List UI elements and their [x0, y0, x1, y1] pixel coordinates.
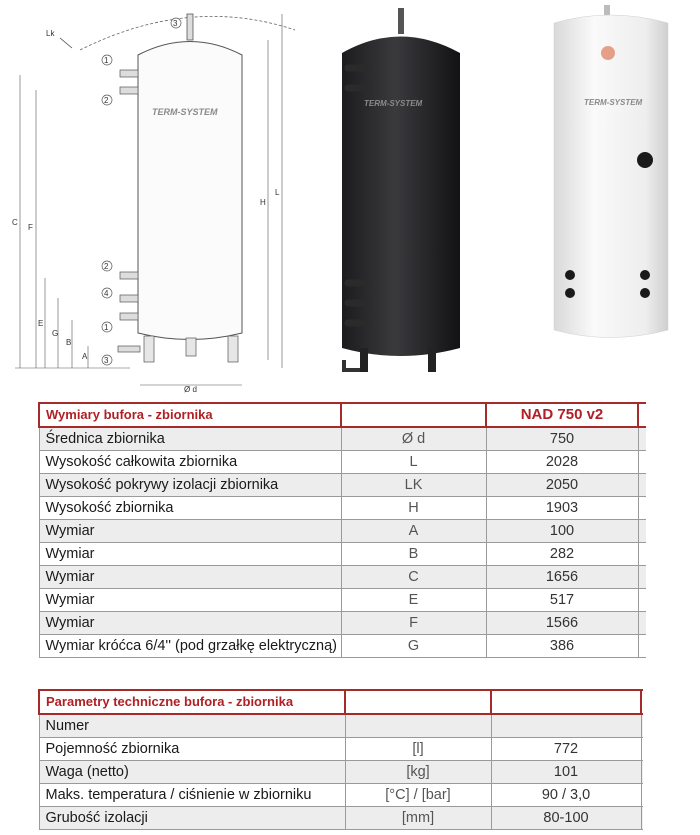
row-value: 1656: [486, 566, 638, 589]
row-label: Wymiar: [39, 543, 341, 566]
row-symbol: B: [341, 543, 486, 566]
param-label: Grubość izolacji: [39, 807, 345, 830]
label-1-a: 1: [104, 56, 109, 65]
param-unit: [°C] / [bar]: [345, 784, 491, 807]
row-value: 2050: [486, 474, 638, 497]
technical-drawing: [0, 0, 300, 395]
param-unit: [mm]: [345, 807, 491, 830]
table-row: [39, 714, 643, 738]
row-symbol: G: [341, 635, 486, 658]
parameters-header-model-blank: [491, 690, 641, 714]
param-unit: [345, 714, 491, 738]
param-label: Pojemność zbiornika: [39, 738, 345, 761]
row-symbol: LK: [341, 474, 486, 497]
table-row: [39, 761, 643, 784]
param-label: Numer: [39, 714, 345, 738]
row-label: Wysokość pokrywy izolacji zbiornika: [39, 474, 341, 497]
param-label: Maks. temperatura / ciśnienie w zbiorniku: [39, 784, 345, 807]
param-unit: [kg]: [345, 761, 491, 784]
table-row: [39, 520, 646, 543]
dim-l: L: [275, 188, 280, 197]
table-row: [39, 784, 643, 807]
param-unit: [l]: [345, 738, 491, 761]
dimensions-header-row: [39, 403, 646, 427]
label-2-a: 2: [104, 96, 109, 105]
white-tank-image: [548, 5, 673, 347]
white-tank-logo: TERM-SYSTEM: [584, 98, 643, 107]
label-3-top: 3: [173, 19, 178, 28]
model-name: NAD 750 v2: [486, 403, 638, 427]
parameters-table: [38, 689, 643, 830]
table-row: [39, 427, 646, 451]
parameters-title: Parametry techniczne bufora - zbiornika: [39, 690, 345, 714]
row-label: Wysokość całkowita zbiornika: [39, 451, 341, 474]
row-symbol: E: [341, 589, 486, 612]
row-label: Wymiar: [39, 612, 341, 635]
row-label: Wymiar: [39, 589, 341, 612]
dimensions-header-blank: [341, 403, 486, 427]
row-value: 282: [486, 543, 638, 566]
param-value: 80-100: [491, 807, 641, 830]
row-label: Wysokość zbiornika: [39, 497, 341, 520]
param-value: 772: [491, 738, 641, 761]
row-label: Wymiar: [39, 520, 341, 543]
dim-g: G: [52, 329, 59, 338]
row-symbol: C: [341, 566, 486, 589]
row-value: 100: [486, 520, 638, 543]
label-2-b: 2: [104, 262, 109, 271]
row-value: 1903: [486, 497, 638, 520]
table-row: [39, 738, 643, 761]
dim-d: Ø d: [184, 385, 197, 394]
dimensions-table: [38, 402, 646, 658]
row-value: 750: [486, 427, 638, 451]
dimensions-title: Wymiary bufora - zbiornika: [39, 403, 341, 427]
row-label: Średnica zbiornika: [39, 427, 341, 451]
lk-label: Lk: [46, 29, 55, 38]
table-row: [39, 451, 646, 474]
label-3-bottom: 3: [104, 356, 109, 365]
dim-b: B: [66, 338, 72, 347]
dim-a: A: [82, 352, 88, 361]
row-value: 386: [486, 635, 638, 658]
product-figures: [0, 0, 700, 395]
label-1-b: 1: [104, 323, 109, 332]
row-value: 517: [486, 589, 638, 612]
table-row: [39, 589, 646, 612]
row-symbol: A: [341, 520, 486, 543]
table-row: [39, 635, 646, 658]
param-value: [491, 714, 641, 738]
table-row: [39, 474, 646, 497]
param-value: 90 / 3,0: [491, 784, 641, 807]
row-label: Wymiar króćca 6/4'' (pod grzałkę elektryczną): [39, 635, 341, 658]
table-row: [39, 807, 643, 830]
dim-h: H: [260, 198, 266, 207]
row-symbol: F: [341, 612, 486, 635]
row-value: 1566: [486, 612, 638, 635]
param-label: Waga (netto): [39, 761, 345, 784]
param-value: 101: [491, 761, 641, 784]
row-label: Wymiar: [39, 566, 341, 589]
dim-f: F: [28, 223, 33, 232]
table-row: [39, 566, 646, 589]
parameters-header-row: [39, 690, 643, 714]
black-tank-logo: TERM-SYSTEM: [364, 99, 423, 108]
row-symbol: Ø d: [341, 427, 486, 451]
label-4: 4: [104, 289, 109, 298]
dim-e: E: [38, 319, 44, 328]
dim-c: C: [12, 218, 18, 227]
black-tank-image: [320, 8, 480, 380]
table-row: [39, 612, 646, 635]
row-value: 2028: [486, 451, 638, 474]
row-symbol: H: [341, 497, 486, 520]
row-symbol: L: [341, 451, 486, 474]
drawing-brand-logo: TERM-SYSTEM: [152, 107, 218, 117]
table-row: [39, 543, 646, 566]
parameters-header-blank: [345, 690, 491, 714]
table-row: [39, 497, 646, 520]
